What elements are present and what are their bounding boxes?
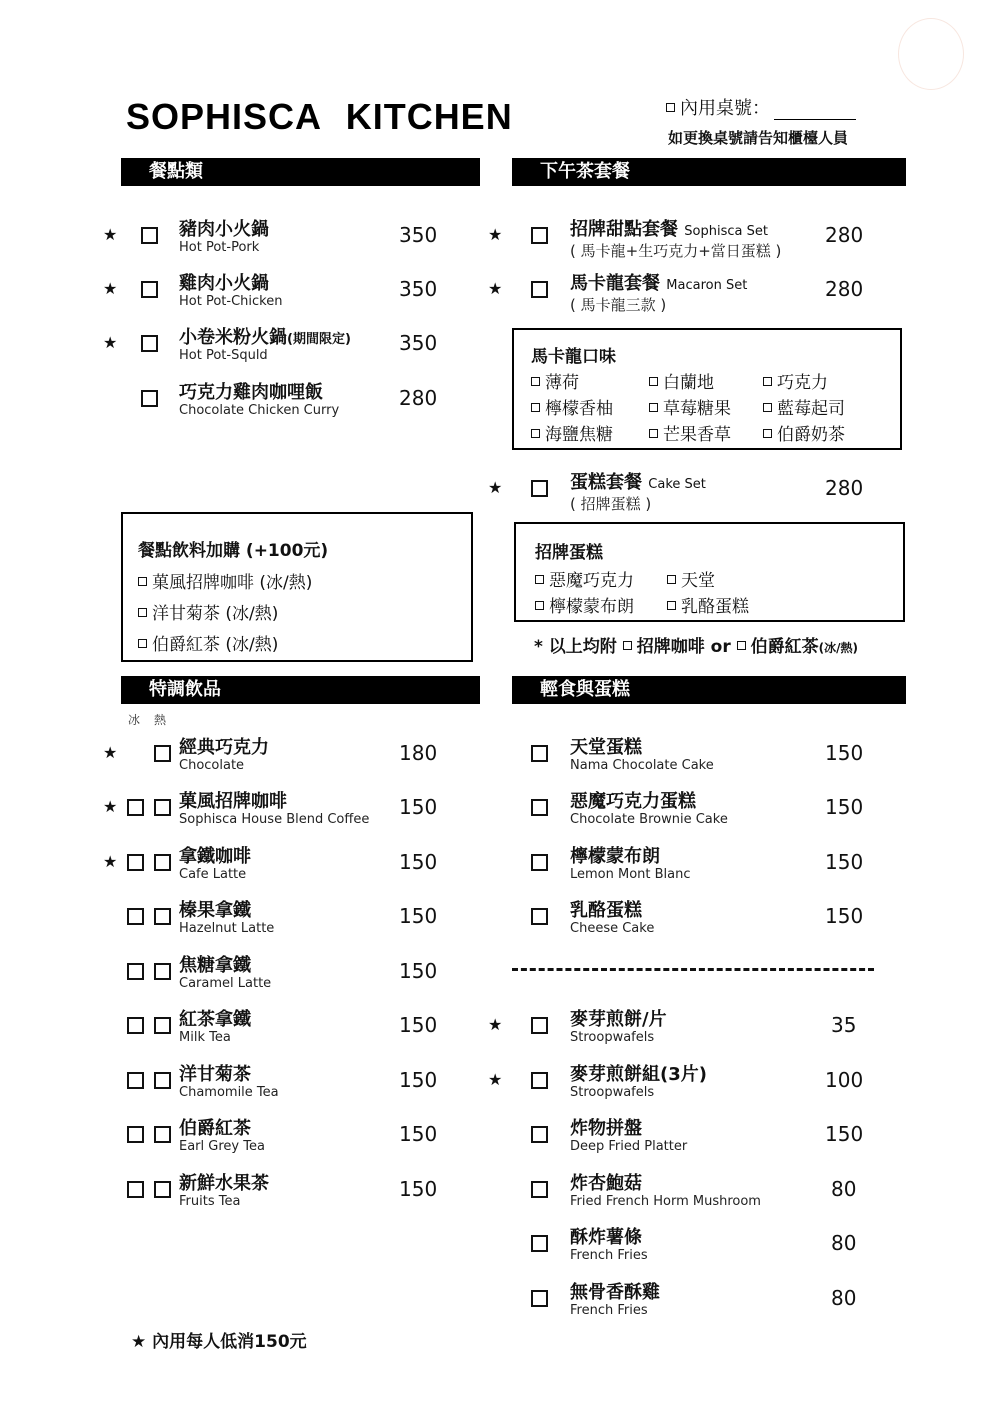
- light-item: [485, 1278, 905, 1328]
- order-checkbox[interactable]: [531, 745, 548, 762]
- ice-checkbox[interactable]: [127, 963, 144, 980]
- item-price: 350: [399, 331, 438, 355]
- limited-tag: (期間限定): [287, 332, 351, 347]
- menu-item: [100, 269, 480, 319]
- hot-checkbox[interactable]: [154, 745, 171, 762]
- flavor-option[interactable]: 伯爵奶茶: [763, 420, 845, 445]
- minimum-charge-note: ★ 內用每人低消150元: [131, 1332, 307, 1352]
- item-name-en: Caramel Latte: [179, 976, 272, 991]
- menu-item: [100, 323, 480, 373]
- order-checkbox[interactable]: [141, 335, 158, 352]
- flavor-option[interactable]: 芒果香草: [649, 420, 731, 445]
- item-name-en: Chocolate: [179, 758, 245, 773]
- item-name: 炸杏鮑菇: [570, 1173, 642, 1194]
- item-name: 麥芽煎餅/片: [570, 1009, 667, 1030]
- ice-hot-hint: 冰熱: [128, 713, 181, 727]
- flavor-option[interactable]: 巧克力: [763, 368, 828, 393]
- addon-option[interactable]: 伯爵紅茶 (冰/熱): [138, 630, 278, 655]
- item-price: 150: [825, 795, 864, 819]
- section-header-meals: 餐點類: [121, 158, 480, 186]
- order-checkbox[interactable]: [531, 1181, 548, 1198]
- item-name: 焦糖拿鐵: [179, 955, 251, 976]
- tea-checkbox[interactable]: [737, 641, 746, 650]
- item-price: 150: [825, 850, 864, 874]
- cake-option[interactable]: 惡魔巧克力: [535, 566, 634, 591]
- drink-item: [100, 842, 480, 892]
- drink-item: [100, 1114, 480, 1164]
- table-note: 如更換桌號請告知櫃檯人員: [668, 129, 849, 147]
- hot-checkbox[interactable]: [154, 854, 171, 871]
- item-name: 洋甘菊茶: [179, 1064, 251, 1085]
- ice-checkbox[interactable]: [127, 908, 144, 925]
- section-header-tea-set: 下午茶套餐: [512, 158, 906, 186]
- table-number: [666, 94, 856, 120]
- hot-checkbox[interactable]: [154, 1126, 171, 1143]
- ice-checkbox[interactable]: [127, 1126, 144, 1143]
- star-icon: ★: [103, 852, 118, 871]
- item-price: 280: [825, 476, 864, 500]
- item-price: 150: [399, 959, 438, 983]
- item-name: 乳酪蛋糕: [570, 900, 642, 921]
- item-price: 150: [825, 904, 864, 928]
- item-desc: ( 招牌蛋糕 ): [570, 495, 652, 513]
- item-price: 80: [831, 1286, 857, 1310]
- item-name: 巧克力雞肉咖哩飯: [179, 382, 323, 403]
- order-checkbox[interactable]: [141, 390, 158, 407]
- item-name-en: Hot Pot-Pork: [179, 240, 260, 255]
- ice-checkbox[interactable]: [127, 1017, 144, 1034]
- item-name: 經典巧克力: [179, 737, 269, 758]
- addon-title: 餐點飲料加購 (+100元): [138, 541, 329, 561]
- item-price: 280: [399, 386, 438, 410]
- item-name: 雞肉小火鍋: [179, 273, 269, 294]
- item-name: 榛果拿鐵: [179, 900, 251, 921]
- cake-item: [485, 842, 905, 892]
- item-name-en: Cafe Latte: [179, 867, 247, 882]
- item-price: 350: [399, 277, 438, 301]
- item-name-en: Lemon Mont Blanc: [570, 867, 691, 882]
- item-name: 麥芽煎餅組(3片): [570, 1064, 707, 1085]
- item-name-en: Cheese Cake: [570, 921, 655, 936]
- item-name-en: French Fries: [570, 1248, 648, 1263]
- brand-title: SOPHISCA KITCHEN: [126, 96, 513, 137]
- item-name: 馬卡龍套餐 Macaron Set: [570, 273, 748, 294]
- item-name-en: Sophisca House Blend Coffee: [179, 812, 370, 827]
- item-price: 150: [825, 741, 864, 765]
- addon-option[interactable]: 洋甘菊茶 (冰/熱): [138, 599, 278, 624]
- item-name-en: French Fries: [570, 1303, 648, 1318]
- cake-option[interactable]: 檸檬蒙布朗: [535, 592, 634, 617]
- macaron-box-title: 馬卡龍口味: [531, 347, 616, 367]
- item-name: 炸物拼盤: [570, 1118, 642, 1139]
- order-checkbox[interactable]: [141, 281, 158, 298]
- light-item: [485, 1005, 905, 1055]
- flavor-option[interactable]: 藍莓起司: [763, 394, 845, 419]
- item-name-en: Nama Chocolate Cake: [570, 758, 714, 773]
- ice-checkbox[interactable]: [127, 799, 144, 816]
- item-name: 蛋糕套餐 Cake Set: [570, 472, 706, 493]
- watermark-logo: [898, 18, 964, 90]
- star-icon: ★: [488, 1015, 503, 1034]
- item-name: 天堂蛋糕: [570, 737, 642, 758]
- item-price: 150: [399, 850, 438, 874]
- hot-checkbox[interactable]: [154, 1017, 171, 1034]
- item-name: 酥炸薯條: [570, 1227, 642, 1248]
- order-checkbox[interactable]: [531, 1235, 548, 1252]
- drink-item: [100, 787, 480, 837]
- item-price: 150: [399, 1177, 438, 1201]
- star-icon: ★: [103, 279, 118, 298]
- section-header-drinks: 特調飲品: [121, 676, 480, 704]
- drink-item: [100, 1005, 480, 1055]
- section-header-light: 輕食與蛋糕: [512, 676, 906, 704]
- star-icon: ★: [103, 333, 118, 352]
- item-name: 招牌甜點套餐 Sophisca Set: [570, 219, 768, 240]
- coffee-checkbox[interactable]: [623, 641, 632, 650]
- order-checkbox[interactable]: [531, 480, 548, 497]
- ice-checkbox[interactable]: [127, 1181, 144, 1198]
- cake-item: [485, 733, 905, 783]
- item-price: 80: [831, 1231, 857, 1255]
- addon-option[interactable]: 菓風招牌咖啡 (冰/熱): [138, 568, 312, 593]
- order-checkbox[interactable]: [531, 1126, 548, 1143]
- set-note: * 以上均附 招牌咖啡 or 伯爵紅茶(冰/熱): [534, 637, 858, 657]
- item-name: 伯爵紅茶: [179, 1118, 251, 1139]
- item-price: 35: [831, 1013, 857, 1037]
- macaron-flavor-box: [512, 328, 902, 450]
- item-name: 無骨香酥雞: [570, 1282, 660, 1303]
- order-checkbox[interactable]: [531, 1290, 548, 1307]
- item-price: 350: [399, 223, 438, 247]
- item-name: 檸檬蒙布朗: [570, 846, 660, 867]
- item-name-en: Deep Fried Platter: [570, 1139, 688, 1154]
- star-icon: ★: [488, 225, 503, 244]
- flavor-option[interactable]: 薄荷: [531, 368, 579, 393]
- drink-item: [100, 1169, 480, 1219]
- item-price: 280: [825, 223, 864, 247]
- item-price: 150: [399, 1068, 438, 1092]
- order-checkbox[interactable]: [531, 799, 548, 816]
- hot-checkbox[interactable]: [154, 799, 171, 816]
- menu-item: [485, 215, 905, 265]
- star-icon: ★: [103, 225, 118, 244]
- cake-item: [485, 787, 905, 837]
- item-name-en: Chamomile Tea: [179, 1085, 279, 1100]
- flavor-option[interactable]: 白蘭地: [649, 368, 714, 393]
- order-checkbox[interactable]: [531, 227, 548, 244]
- item-name: 新鮮水果茶: [179, 1173, 269, 1194]
- item-price: 150: [825, 1122, 864, 1146]
- cake-item: [485, 896, 905, 946]
- drink-item: [100, 951, 480, 1001]
- menu-item: [485, 269, 905, 319]
- cake-option[interactable]: 乳酪蛋糕: [667, 592, 749, 617]
- item-name: 紅茶拿鐵: [179, 1009, 251, 1030]
- cake-option[interactable]: 天堂: [667, 566, 715, 591]
- item-name-en: Hot Pot-Squld: [179, 348, 268, 363]
- menu-item: [100, 215, 480, 265]
- drink-item: [100, 1060, 480, 1110]
- star-icon: ★: [103, 797, 118, 816]
- hot-checkbox[interactable]: [154, 908, 171, 925]
- table-number-label: 內用桌號：: [680, 98, 770, 119]
- addon-box: [121, 512, 473, 662]
- table-checkbox[interactable]: [666, 103, 675, 112]
- cake-flavor-box: [514, 522, 905, 622]
- item-desc: ( 馬卡龍+生巧克力+當日蛋糕 ): [570, 242, 782, 260]
- item-name: 豬肉小火鍋: [179, 219, 269, 240]
- item-price: 280: [825, 277, 864, 301]
- hot-checkbox[interactable]: [154, 963, 171, 980]
- item-name-en: Chocolate Brownie Cake: [570, 812, 728, 827]
- drink-item: [100, 733, 480, 783]
- star-icon: ★: [103, 743, 118, 762]
- star-icon: ★: [488, 279, 503, 298]
- item-name-en: Earl Grey Tea: [179, 1139, 265, 1154]
- ice-checkbox[interactable]: [127, 854, 144, 871]
- flavor-option[interactable]: 海鹽焦糖: [531, 420, 613, 445]
- item-desc: ( 馬卡龍三款 ): [570, 296, 667, 314]
- flavor-option[interactable]: 草莓糖果: [649, 394, 731, 419]
- item-price: 180: [399, 741, 438, 765]
- item-name-en: Milk Tea: [179, 1030, 231, 1045]
- order-checkbox[interactable]: [531, 281, 548, 298]
- light-item: [485, 1169, 905, 1219]
- light-item: [485, 1114, 905, 1164]
- item-name-en: Fried French Horm Mushroom: [570, 1194, 761, 1209]
- order-checkbox[interactable]: [141, 227, 158, 244]
- light-item: [485, 1060, 905, 1110]
- item-name: 菓風招牌咖啡: [179, 791, 287, 812]
- item-price: 150: [399, 904, 438, 928]
- item-name-en: Stroopwafels: [570, 1085, 655, 1100]
- table-number-field[interactable]: [774, 100, 856, 120]
- item-name: 小卷米粉火鍋(期間限定): [179, 327, 351, 348]
- item-name: 惡魔巧克力蛋糕: [570, 791, 696, 812]
- item-price: 100: [825, 1068, 864, 1092]
- hot-checkbox[interactable]: [154, 1072, 171, 1089]
- item-name-en: Hot Pot-Chicken: [179, 294, 283, 309]
- order-checkbox[interactable]: [531, 1017, 548, 1034]
- star-icon: ★: [488, 478, 503, 497]
- item-name-en: Stroopwafels: [570, 1030, 655, 1045]
- item-price: 150: [399, 1013, 438, 1037]
- item-name-en: Hazelnut Latte: [179, 921, 275, 936]
- cake-box-title: 招牌蛋糕: [535, 543, 603, 563]
- drink-item: [100, 896, 480, 946]
- ice-checkbox[interactable]: [127, 1072, 144, 1089]
- light-item: [485, 1223, 905, 1273]
- item-price: 150: [399, 1122, 438, 1146]
- order-checkbox[interactable]: [531, 854, 548, 871]
- item-name-en: Fruits Tea: [179, 1194, 241, 1209]
- item-name: 拿鐵咖啡: [179, 846, 251, 867]
- star-icon: ★: [488, 1070, 503, 1089]
- order-checkbox[interactable]: [531, 1072, 548, 1089]
- item-name-en: Chocolate Chicken Curry: [179, 403, 340, 418]
- hot-checkbox[interactable]: [154, 1181, 171, 1198]
- menu-item: [485, 468, 905, 518]
- item-price: 150: [399, 795, 438, 819]
- order-checkbox[interactable]: [531, 908, 548, 925]
- item-price: 80: [831, 1177, 857, 1201]
- divider-dashed: [512, 968, 874, 971]
- menu-item: [100, 378, 480, 428]
- flavor-option[interactable]: 檸檬香柚: [531, 394, 613, 419]
